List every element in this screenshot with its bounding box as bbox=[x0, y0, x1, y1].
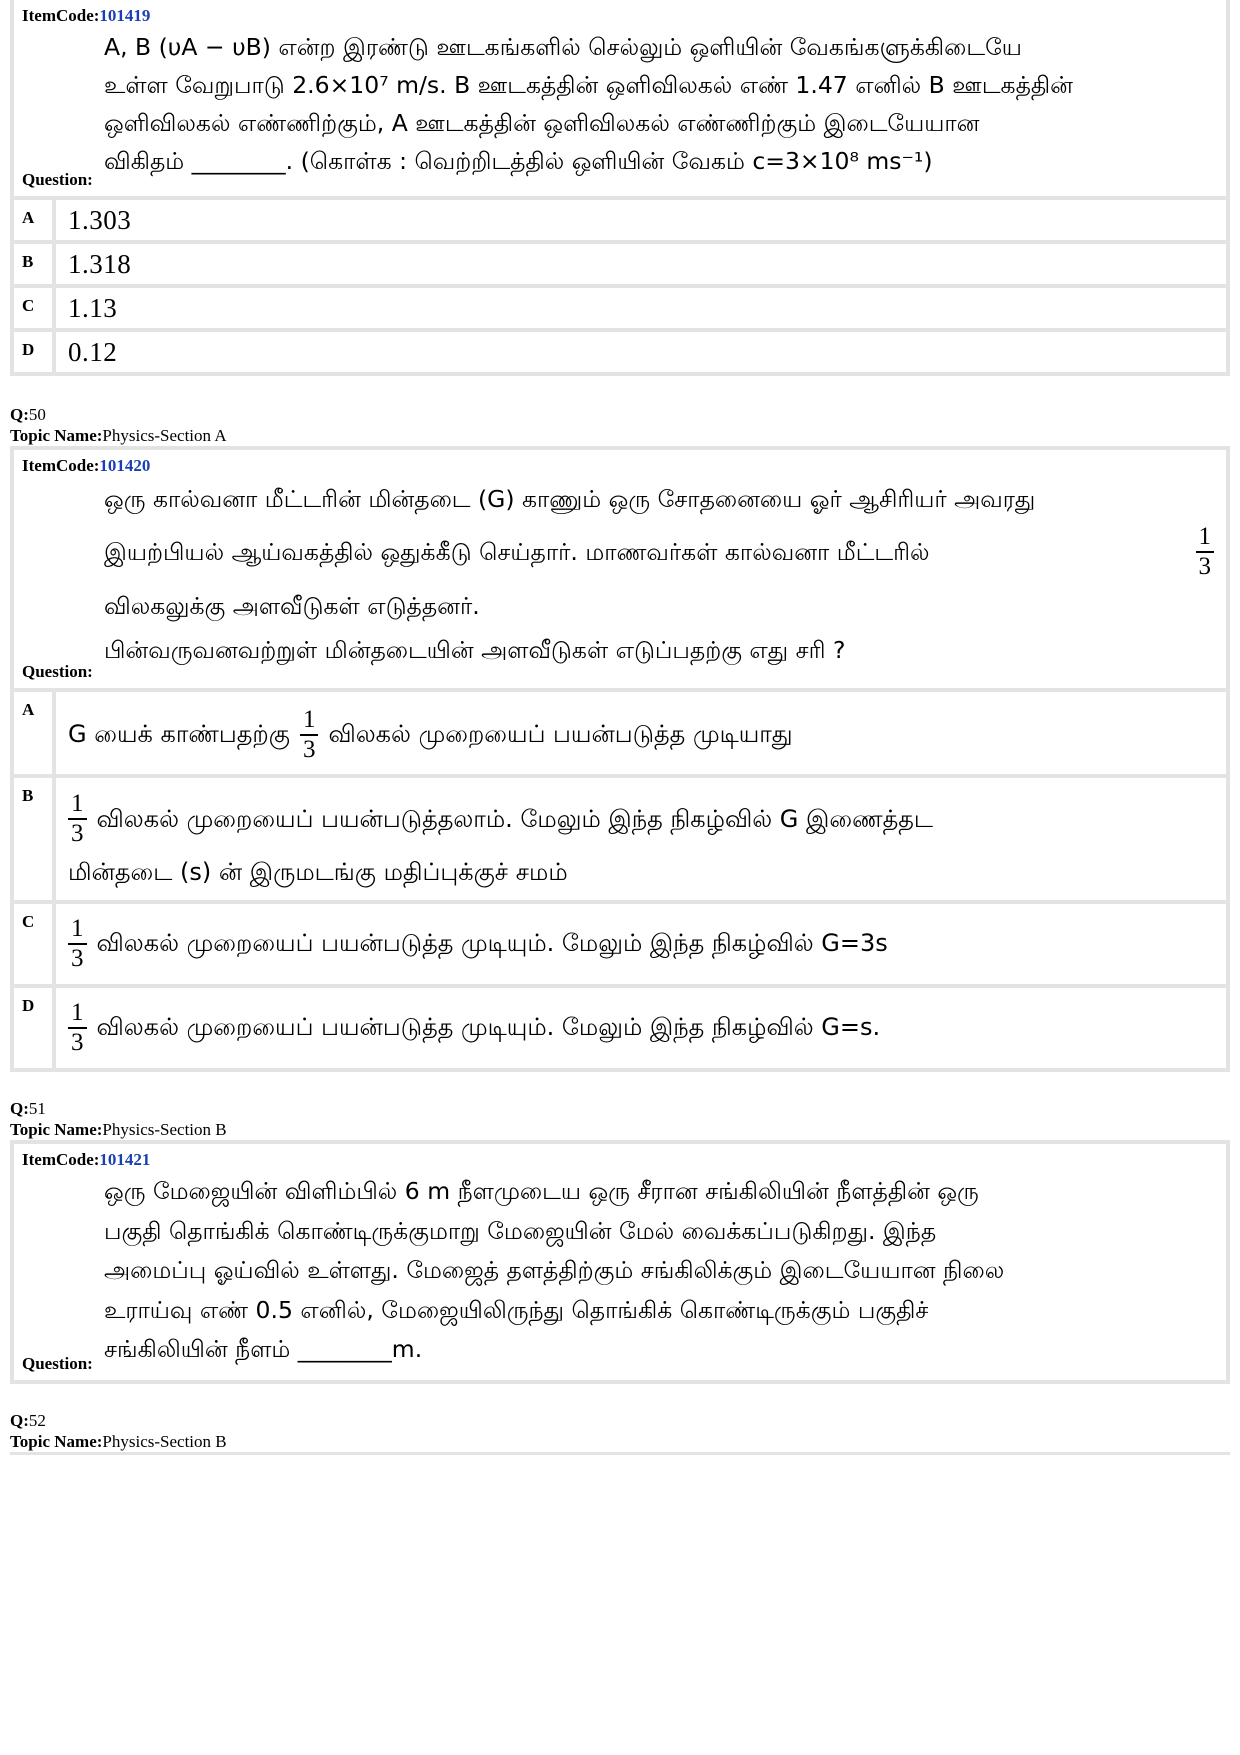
question-text bbox=[104, 1170, 1214, 1370]
question-line: சங்கிலியின் நீளம் ________m. bbox=[104, 1335, 423, 1363]
question-line: ஒரு மேஜையின் விளிம்பில் 6 m நீளமுடைய ஒரு சீரான சங்கிலியின் நீளத்தின் ஒரு bbox=[104, 1177, 979, 1205]
item-code-link[interactable]: 101421 bbox=[99, 1150, 151, 1169]
q-number: 52 bbox=[28, 1411, 46, 1430]
option-text: G யைக் காண்பதற்கு bbox=[68, 719, 290, 748]
item-code-label: ItemCode: bbox=[22, 1150, 100, 1169]
option-letter: C bbox=[14, 288, 56, 328]
question-line: பகுதி தொங்கிக் கொண்டிருக்குமாறு மேஜையின் மேல் வைக்கப்படுகிறது. இந்த bbox=[104, 1216, 937, 1245]
question-label: Question: bbox=[22, 1354, 93, 1373]
fraction-one-third: $\frac{1}{3}$ bbox=[68, 999, 87, 1057]
question-label: Question: bbox=[22, 170, 93, 189]
question-line: ஒளிவிலகல் எண்ணிற்கும், A ஊடகத்தின் ஒளிவிலகல் எண்ணிற்கும் இடையேயான bbox=[104, 109, 980, 137]
fraction-one-third: $\frac{1}{3}$ bbox=[1196, 523, 1215, 581]
option-letter: D bbox=[14, 332, 56, 372]
question-text bbox=[104, 476, 1214, 672]
topic-name: Physics-Section B bbox=[102, 1120, 227, 1139]
topic-name: Physics-Section B bbox=[102, 1432, 227, 1451]
question-text bbox=[104, 26, 1214, 180]
question-50-meta bbox=[10, 404, 1230, 446]
option-d[interactable] bbox=[14, 328, 1226, 372]
option-text: விலகல் முறையைப் பயன்படுத்த முடியாது bbox=[328, 719, 793, 748]
question-row bbox=[14, 1170, 1226, 1380]
fraction-one-third: $\frac{1}{3}$ bbox=[68, 790, 87, 848]
option-letter: B bbox=[14, 778, 56, 900]
question-line: பின்வருவனவற்றுள் மின்தடையின் அளவீடுகள் எடுப்பதற்கு எது சரி ? bbox=[104, 636, 846, 664]
question-line: ஒரு கால்வனா மீட்டரின் மின்தடை (G) காணும் ஒரு சோதனையை ஓர் ஆசிரியர் அவரது bbox=[104, 485, 1036, 513]
question-line: A, B (υA − υB) என்ற இரண்டு ஊடகங்களில் செல்லும் ஒளியின் வேகங்களுக்கிடையே bbox=[104, 33, 1022, 61]
question-51-card bbox=[10, 1140, 1230, 1384]
question-line: உராய்வு எண் 0.5 எனில், மேஜையிலிருந்து தொங்கிக் கொண்டிருக்கும் பகுதிச் bbox=[104, 1295, 929, 1324]
question-line: விகிதம் ________. (கொள்க : வெற்றிடத்தில் ஒளியின் வேகம் c=3×10⁸ ms⁻¹) bbox=[104, 147, 933, 175]
option-text: 1.318 bbox=[68, 248, 132, 279]
fraction-one-third: $\frac{1}{3}$ bbox=[300, 706, 319, 764]
question-line: இயற்பியல் ஆய்வகத்தில் ஒதுக்கீடு செய்தார். மாணவர்கள் கால்வனா மீட்டரில் bbox=[104, 537, 930, 566]
option-letter: A bbox=[14, 200, 56, 240]
item-code-label: ItemCode: bbox=[22, 6, 100, 25]
option-text: 0.12 bbox=[68, 336, 118, 367]
option-text: விலகல் முறையைப் பயன்படுத்தலாம். மேலும் இந்த நிகழ்வில் G இணைத்தட bbox=[96, 805, 933, 833]
item-code-row bbox=[14, 0, 1226, 26]
option-text: 1.303 bbox=[68, 204, 132, 235]
q-number: 51 bbox=[28, 1099, 46, 1118]
item-code-link[interactable]: 101420 bbox=[99, 456, 151, 475]
option-letter: D bbox=[14, 988, 56, 1068]
option-d[interactable] bbox=[14, 984, 1226, 1068]
question-49-card bbox=[10, 0, 1230, 376]
option-text: விலகல் முறையைப் பயன்படுத்த முடியும். மேலும் இந்த நிகழ்வில் G=s. bbox=[96, 1012, 881, 1041]
option-c[interactable] bbox=[14, 284, 1226, 328]
option-letter: B bbox=[14, 244, 56, 284]
question-label: Question: bbox=[22, 662, 93, 681]
option-text: 1.13 bbox=[68, 292, 118, 323]
item-code-row bbox=[14, 450, 1226, 476]
q-label: Q: bbox=[10, 1099, 29, 1118]
topic-label: Topic Name: bbox=[10, 1120, 103, 1139]
topic-name: Physics-Section A bbox=[102, 426, 227, 445]
q-label: Q: bbox=[10, 405, 29, 424]
question-row bbox=[14, 26, 1226, 196]
option-a[interactable] bbox=[14, 196, 1226, 240]
fraction-one-third: $\frac{1}{3}$ bbox=[68, 915, 87, 973]
q-number: 50 bbox=[28, 405, 46, 424]
option-b[interactable] bbox=[14, 774, 1226, 900]
item-code-row bbox=[14, 1144, 1226, 1170]
option-text: மின்தடை (s) ன் இருமடங்கு மதிப்புக்குச் சமம் bbox=[68, 858, 568, 886]
question-52-meta bbox=[10, 1410, 1230, 1452]
question-51-meta bbox=[10, 1098, 1230, 1140]
item-code-link[interactable]: 101419 bbox=[99, 6, 151, 25]
topic-label: Topic Name: bbox=[10, 426, 103, 445]
option-b[interactable] bbox=[14, 240, 1226, 284]
option-text: விலகல் முறையைப் பயன்படுத்த முடியும். மேலும் இந்த நிகழ்வில் G=3s bbox=[96, 928, 888, 957]
option-a[interactable] bbox=[14, 688, 1226, 774]
question-line: உள்ள வேறுபாடு 2.6×10⁷ m/s. B ஊடகத்தின் ஒளிவிலகல் எண் 1.47 எனில் B ஊடகத்தின் bbox=[104, 71, 1073, 99]
section-divider bbox=[10, 1452, 1230, 1455]
option-letter: C bbox=[14, 904, 56, 984]
option-letter: A bbox=[14, 692, 56, 774]
question-row bbox=[14, 476, 1226, 688]
question-50-card bbox=[10, 446, 1230, 1072]
question-line: அமைப்பு ஓய்வில் உள்ளது. மேஜைத் தளத்திற்கும் சங்கிலிக்கும் இடையேயான நிலை bbox=[104, 1256, 1005, 1284]
q-label: Q: bbox=[10, 1411, 29, 1430]
question-line: விலகலுக்கு அளவீடுகள் எடுத்தனர். bbox=[104, 592, 480, 620]
item-code-label: ItemCode: bbox=[22, 456, 100, 475]
option-c[interactable] bbox=[14, 900, 1226, 984]
topic-label: Topic Name: bbox=[10, 1432, 103, 1451]
